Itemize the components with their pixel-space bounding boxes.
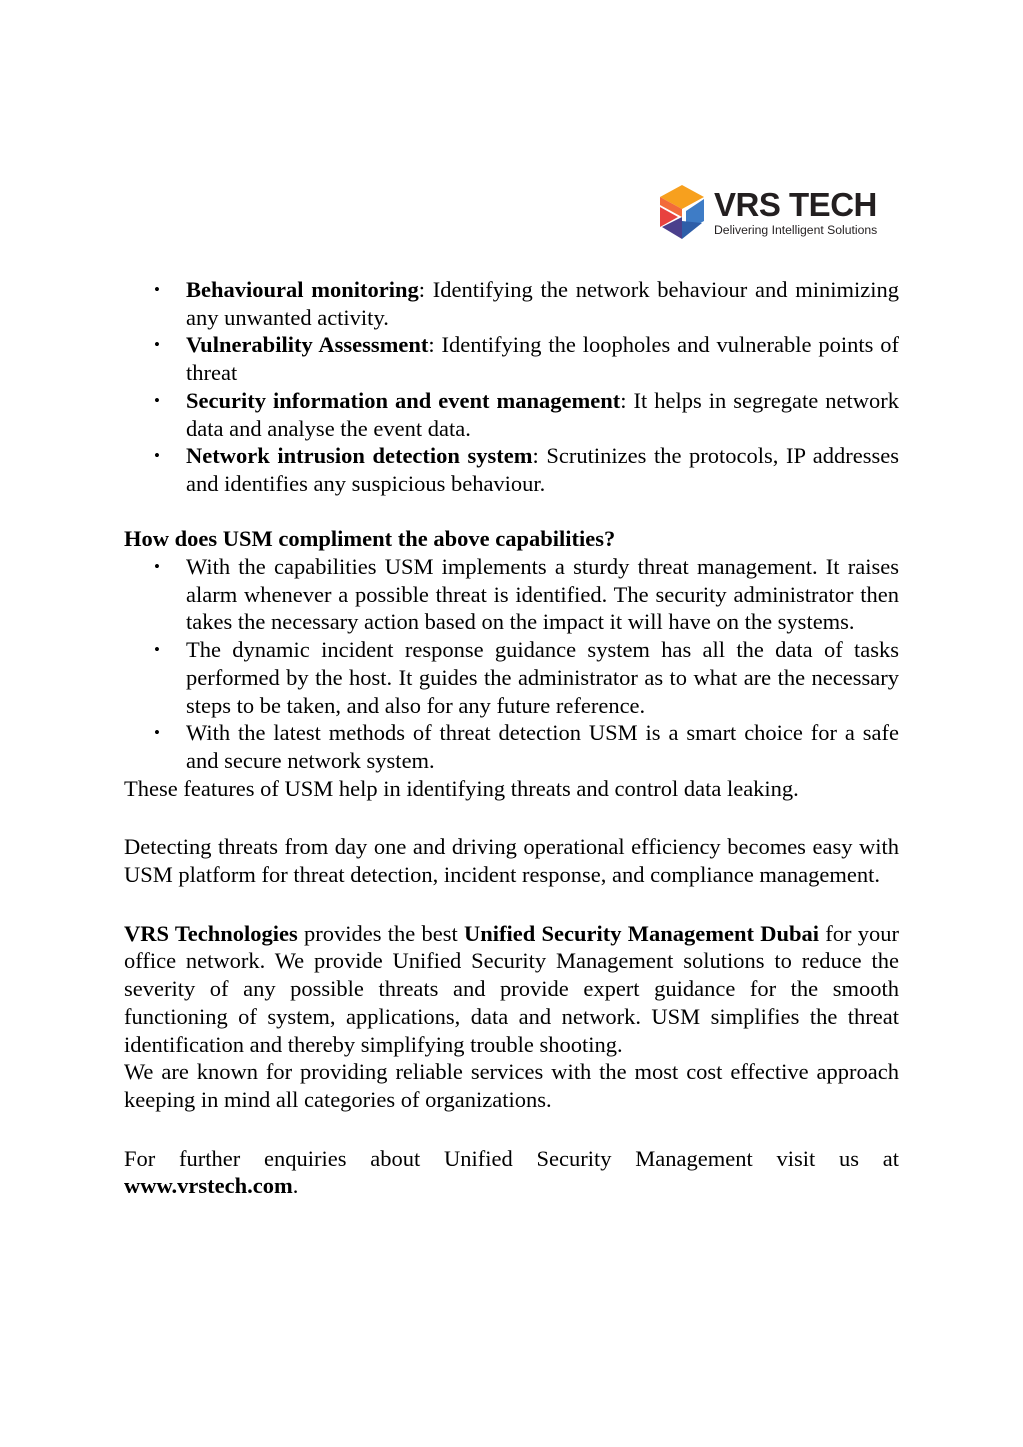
capability-text: : Identifying the network behaviour and minimizing any unwanted activity. xyxy=(186,277,899,330)
list-item xyxy=(186,442,899,497)
features-line: These features of USM help in identifying threats and control data leaking. xyxy=(124,775,799,801)
capability-term: Behavioural monitoring xyxy=(186,277,419,302)
list-item: • With the capabilities USM implements a sturdy threat management. It raises alarm whenever a possible threat is identified. The security administrator then takes the necessary action based on the impact it will have on the systems. xyxy=(186,553,899,636)
capability-text: : It helps in segregate network data and analyse the event data. xyxy=(186,387,899,441)
company-name: VRS Technologies xyxy=(124,920,298,946)
capability-term: Security information and event management xyxy=(186,387,621,413)
capability-term: Network intrusion detection system xyxy=(186,443,533,469)
list-item xyxy=(186,276,899,331)
capabilities-list xyxy=(124,276,899,498)
logo-name: VRS TECH xyxy=(714,186,877,223)
usm-points-list xyxy=(124,553,899,775)
capability-text: : Scrutinizes the protocols, IP addresses and identifies any suspicious behaviour. xyxy=(186,443,899,496)
capability-text: : Identifying the loopholes and vulnerable points of threat xyxy=(186,332,899,386)
vrs-cube-icon xyxy=(652,181,712,245)
website-link[interactable]: www.vrstech.com xyxy=(124,1173,293,1199)
enquiry-paragraph: For further enquiries about Unified Security Management visit us at www.vrstech.com. xyxy=(124,1145,899,1199)
known-paragraph: We are known for providing reliable services with the most cost effective approach keeping in mind all categories of organizations. xyxy=(124,1059,899,1112)
capability-term: Vulnerability Assessment xyxy=(186,332,429,358)
list-item xyxy=(186,387,899,442)
vrs-tech-logo xyxy=(652,180,892,246)
list-item: • With the latest methods of threat detection USM is a smart choice for a safe and secure network system. xyxy=(186,719,899,774)
vrs-paragraph: VRS Technologies provides the best Unified Security Management Dubai for your office network. We provide Unified Security Management solutions to reduce the severity of any possible threats and provide expert guidance for the smooth functioning of system, applications, data and network. USM simplifies the threat identification and thereby simplifying trouble shooting. xyxy=(124,920,899,1057)
list-item: • The dynamic incident response guidance system has all the data of tasks performed by the host. It guides the administrator as to what are the necessary steps to be taken, and also for any future reference. xyxy=(186,636,899,719)
list-item xyxy=(186,331,899,386)
document-body xyxy=(124,276,899,1200)
logo-tagline: Delivering Intelligent Solutions xyxy=(714,223,878,237)
service-name: Unified Security Management Dubai xyxy=(464,920,820,946)
usm-heading: How does USM compliment the above capabilities? xyxy=(124,526,616,552)
detecting-paragraph: Detecting threats from day one and driving operational efficiency becomes easy with USM platform for threat detection, incident response, and compliance management. xyxy=(124,834,899,888)
